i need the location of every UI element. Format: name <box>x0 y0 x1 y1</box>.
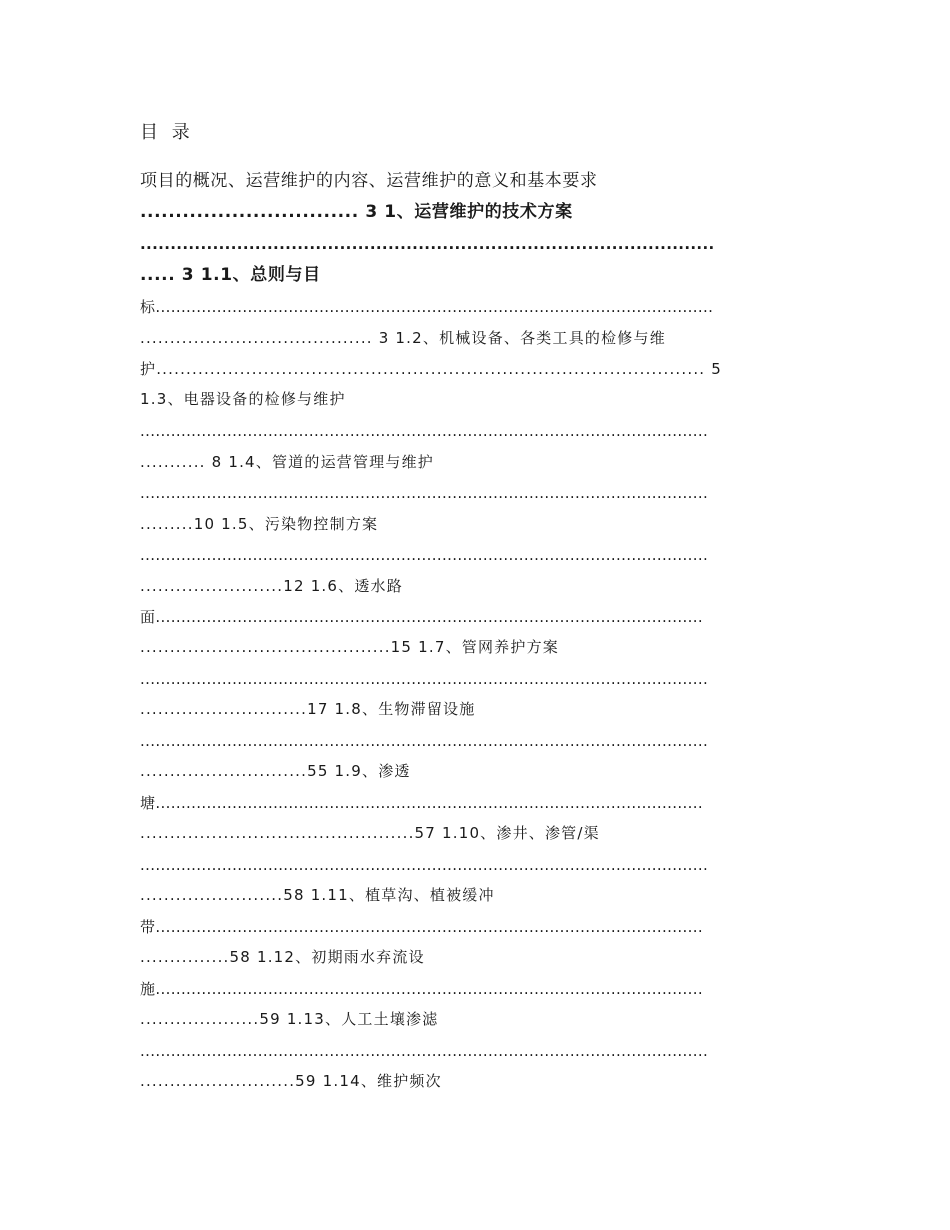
toc-line: ..........................................15 1.7、管网养护方案 <box>140 638 559 656</box>
toc-line: 护............................................................................................ 5 <box>140 360 722 378</box>
toc-line: ............................................................................................................... <box>140 1042 709 1060</box>
toc-line: 施........................................................................................................... <box>140 980 703 998</box>
toc-line: ..... 3 1.1、总则与目 <box>140 265 321 285</box>
toc-line: ........................58 1.11、植草沟、植被缓冲 <box>140 886 495 904</box>
toc-line: ........... 8 1.4、管道的运营管理与维护 <box>140 453 434 471</box>
toc-line: 面........................................................................................................... <box>140 608 703 626</box>
toc-line: ............................................................................................... <box>140 235 715 253</box>
toc-line: ............................................................................................................... <box>140 484 709 502</box>
toc-line: ............................................................................................................... <box>140 422 709 440</box>
toc-line: ............................................................................................................... <box>140 546 709 564</box>
toc-line: ........................12 1.6、透水路 <box>140 577 403 595</box>
toc-line: ..............................................57 1.10、渗井、渗管/渠 <box>140 824 600 842</box>
toc-line: 项目的概况、运营维护的内容、运营维护的意义和基本要求 <box>140 171 598 191</box>
toc-line: ....................................... 3 1.2、机械设备、各类工具的检修与维 <box>140 329 666 347</box>
toc-line: .........10 1.5、污染物控制方案 <box>140 515 379 533</box>
toc-line: 1.3、电器设备的检修与维护 <box>140 390 346 408</box>
toc-line: 标............................................................................................................. <box>140 298 714 316</box>
toc-line: ............................................................................................................... <box>140 670 709 688</box>
toc-line: ............................17 1.8、生物滞留设施 <box>140 700 476 718</box>
toc-line: ............................... 3 1、运营维护的技术方案 <box>140 202 573 222</box>
toc-line: ............................................................................................................... <box>140 732 709 750</box>
toc-title: 目 录 <box>140 122 194 143</box>
toc-line: ..........................59 1.14、维护频次 <box>140 1072 442 1090</box>
toc-line: ............................55 1.9、渗透 <box>140 762 411 780</box>
toc-line: ...............58 1.12、初期雨水弃流设 <box>140 948 425 966</box>
toc-line: 带........................................................................................................... <box>140 918 703 936</box>
toc-line: ............................................................................................................... <box>140 856 709 874</box>
toc-line: ....................59 1.13、人工土壤渗滤 <box>140 1010 439 1028</box>
toc-line: 塘........................................................................................................... <box>140 794 703 812</box>
